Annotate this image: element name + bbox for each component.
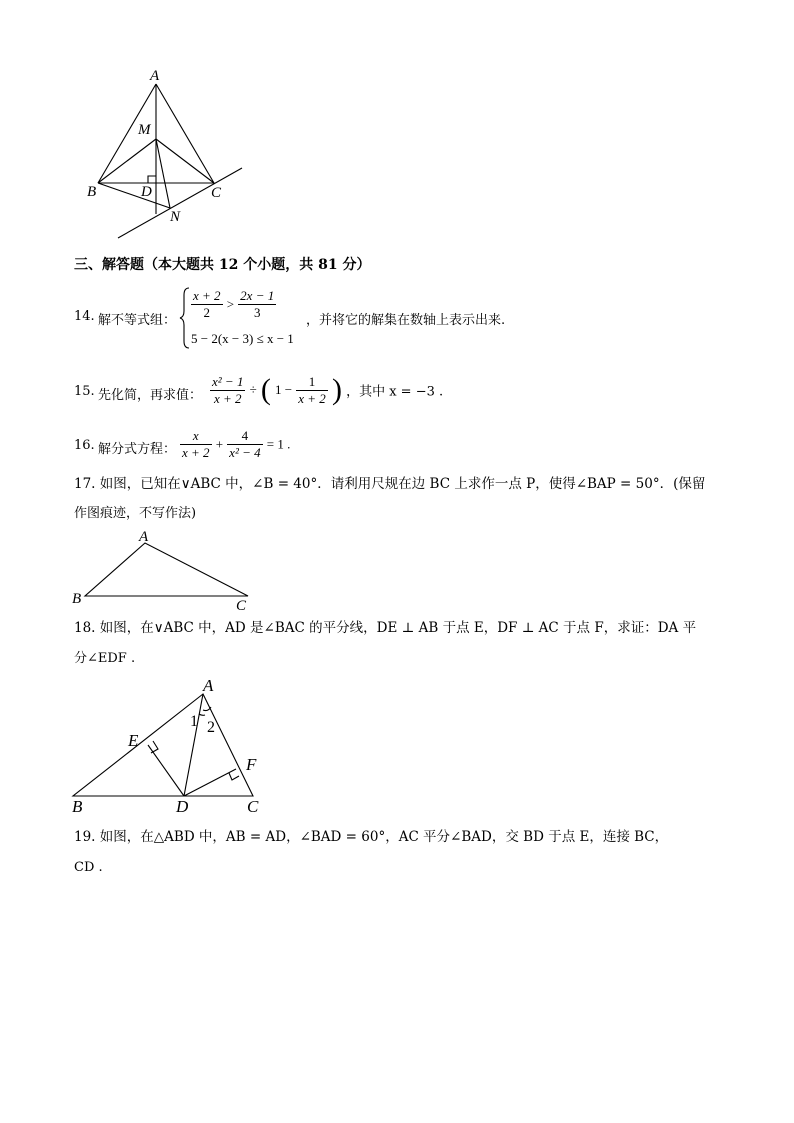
- question-lead: 解分式方程：: [98, 442, 177, 457]
- fraction-rhs: $\frac{2x - 1}{3}$: [240, 288, 275, 320]
- label-angle-1: 1: [190, 713, 198, 730]
- question-number: 16.: [74, 438, 95, 453]
- line-df: [184, 769, 236, 796]
- fraction-2: $\frac{1}{x + 2}$: [298, 373, 326, 406]
- line-de: [148, 745, 184, 796]
- question-tail: = 1 .: [266, 436, 291, 452]
- question-16: 16. 解分式方程： $\frac{x}{x + 2}$ + $\frac{4}{\text{x² − 4}}$ = 1 .: [74, 428, 291, 460]
- question-tail: ，其中 x = −3 .: [346, 384, 444, 400]
- question-19-line-2: CD .: [74, 860, 103, 875]
- right-angle-mark: [148, 176, 156, 183]
- section-title: 三、解答题（本大题共 12 个小题，共 81 分）: [74, 257, 371, 273]
- question-17-line-1: 17. 如图，已知在∨ABC 中，∠B = 40°．请利用尺规在边 BC 上求作一点 P，使得∠BAP = 50°．(保留: [74, 476, 706, 492]
- label-n: N: [170, 209, 181, 225]
- figure-13: [0, 0, 794, 260]
- label-c: C: [211, 185, 222, 201]
- angle-arc-1: [199, 714, 205, 715]
- label-a: A: [203, 676, 214, 695]
- fraction-lhs: $\frac{x + 2}{2}$: [193, 288, 221, 320]
- label-d: D: [141, 184, 152, 200]
- label-e: E: [128, 731, 139, 750]
- label-angle-2: 2: [207, 719, 215, 736]
- question-number: 14.: [74, 309, 95, 324]
- figure-18: [0, 672, 794, 822]
- question-18-line-2: 分∠EDF .: [74, 651, 136, 666]
- triangle-abc: [73, 694, 253, 796]
- line-bn: [98, 183, 170, 208]
- triangle-abc: [85, 543, 248, 596]
- fraction-1: $\frac{x}{x + 2}$: [182, 428, 210, 460]
- fraction-2: $\frac{4}{\text{x² − 4}}$: [229, 428, 261, 460]
- label-m: M: [138, 122, 151, 138]
- label-c: C: [236, 598, 247, 614]
- label-a: A: [139, 529, 149, 545]
- figure-17: [0, 526, 794, 616]
- inequality-2: 5 − 2(x − 3) ≤ x − 1: [191, 331, 294, 346]
- line-mc: [156, 139, 214, 183]
- operator: >: [226, 296, 235, 312]
- line-through-n: [118, 168, 242, 238]
- question-14: [74, 287, 774, 347]
- question-19-line-1: 19. 如图，在△ABD 中，AB = AD，∠BAD = 60°，AC 平分∠BAD，交 BD 于点 E，连接 BC，: [74, 829, 669, 845]
- edge-ac: [156, 84, 214, 183]
- label-b: B: [72, 591, 82, 607]
- label-d: D: [176, 797, 189, 816]
- line-bm: [98, 139, 156, 183]
- label-b: B: [87, 184, 97, 200]
- question-15: 15. 先化简，再求值： $\frac{\text{x² − 1}}{x + 2}$ ÷ ( 1 − $\frac{1}{x + 2}$ ) ，其中 x = −3 .: [74, 373, 444, 406]
- line-mn: [156, 139, 170, 208]
- question-lead: 解不等式组：: [98, 313, 177, 328]
- label-a: A: [150, 68, 160, 84]
- brace-icon: [180, 287, 190, 349]
- question-tail: ，并将它的解集在数轴上表示出来.: [306, 313, 506, 328]
- line-ad: [184, 694, 203, 796]
- fraction-1: $\frac{\text{x² − 1}}{x + 2}$: [212, 373, 244, 406]
- question-18-line-1: 18. 如图，在∨ABC 中，AD 是∠BAC 的平分线，DE ⊥ AB 于点 E，DF ⊥ AC 于点 F，求证：DA 平: [74, 620, 697, 636]
- question-lead: 先化简，再求值：: [98, 388, 203, 403]
- right-angle-mark-f: [229, 773, 239, 780]
- label-b: B: [72, 797, 83, 816]
- label-c: C: [247, 797, 259, 816]
- label-f: F: [246, 755, 257, 774]
- question-number: 15.: [74, 384, 95, 399]
- question-17-line-2: 作图痕迹，不写作法): [74, 506, 197, 521]
